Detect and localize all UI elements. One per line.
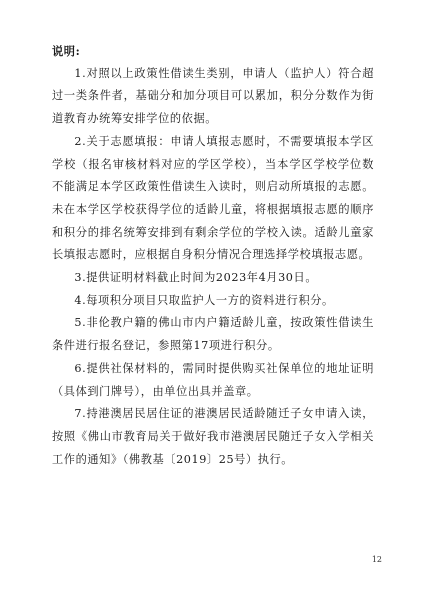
page-number: 12 [371,555,382,564]
document-body [52,40,374,471]
note-paragraph-1: 1.对照以上政策性借读生类别，申请人（监护人）符合超过一类条件者，基础分和加分项目可以累加，积分分数作为街道教育办统筹安排学位的依据。 [52,66,374,126]
note-paragraph-2: 2.关于志愿填报：申请人填报志愿时，不需要填报本学区学校（报名审核材料对应的学区学校），当本学区学校学位数不能满足本学区政策性借读生入读时，则启动所填报的志愿。未在本学区学校获得学位的适龄儿童，将根据填报志愿的顺序和积分的排名统筹安排到有剩余学位的学校入读。适龄儿童家长填报志愿时，应根据自身积分情况合理选择学校填报志愿。 [52,134,374,262]
note-paragraph-7: 7.持港澳居民居住证的港澳居民适龄随迁子女申请入读，按照《佛山市教育局关于做好我市港澳居民随迁子女入学相关工作的通知》（佛教基〔2019〕25号）执行。 [52,407,374,466]
note-paragraph-4: 4.每项积分项目只取监护人一方的资料进行积分。 [74,293,334,307]
note-paragraph-5: 5.非伦教户籍的佛山市内户籍适龄儿童，按政策性借读生条件进行报名登记，参照第17项进行积分。 [52,316,374,353]
note-paragraph-3: 3.提供证明材料截止时间为2023年4月30日。 [74,271,318,285]
note-paragraph-6: 6.提供社保材料的，需同时提供购买社保单位的地址证明（具体到门牌号），由单位出具并盖章。 [52,361,374,398]
notes-heading: 说明: [52,44,81,58]
